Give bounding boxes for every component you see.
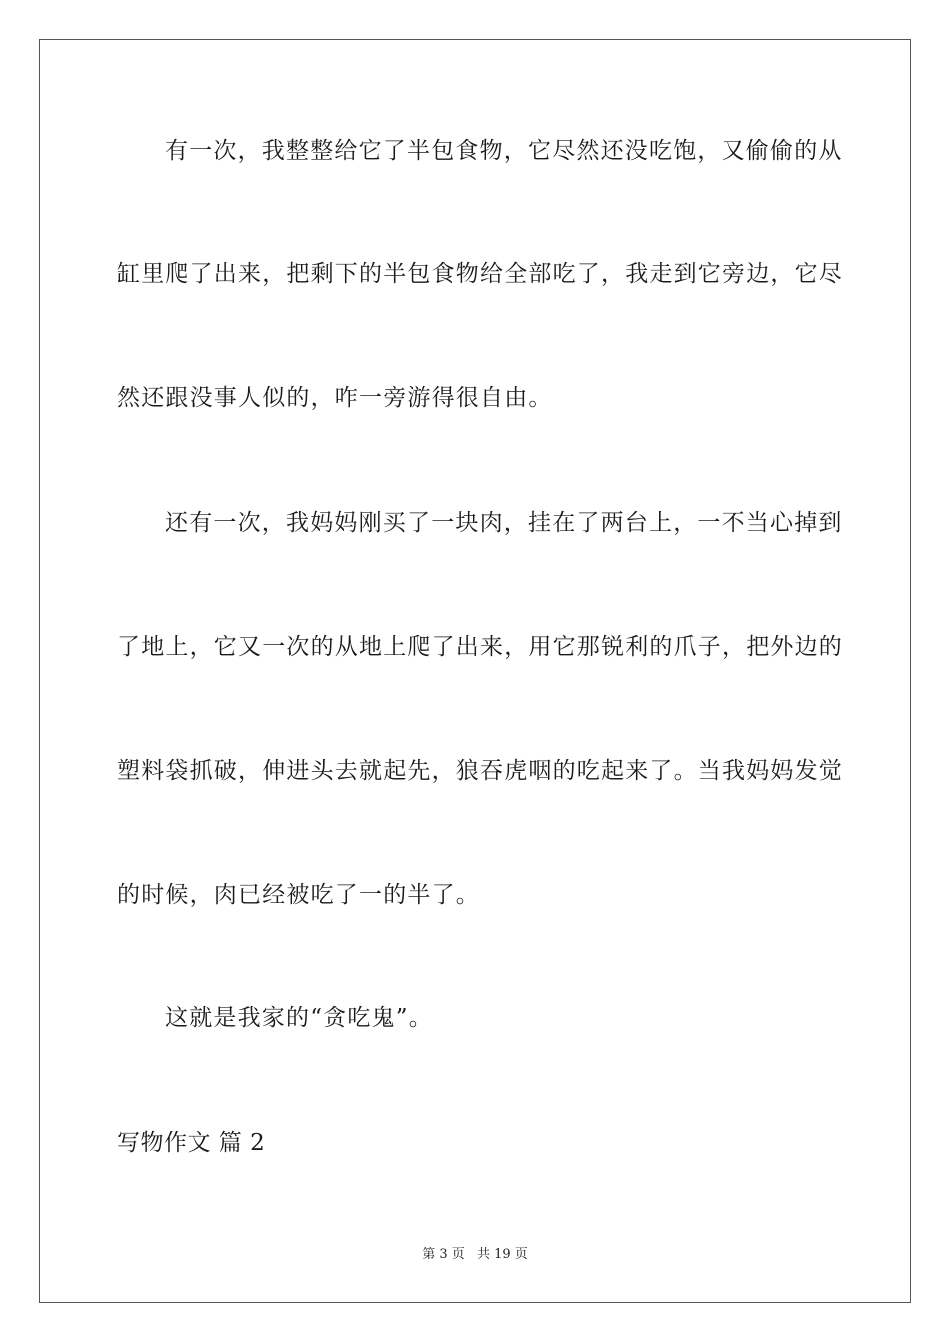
- paragraph-2-line-1: 还有一次，我妈妈刚买了一块肉，挂在了两台上，一不当心掉到: [165, 510, 843, 536]
- page-border: [39, 39, 911, 1303]
- page-number: 第 3 页: [422, 1247, 465, 1262]
- paragraph-2-line-4: 的时候，肉已经被吃了一的半了。: [117, 882, 480, 908]
- paragraph-2-line-2: 了地上，它又一次的从地上爬了出来，用它那锐利的爪子，把外边的: [117, 634, 843, 660]
- page-total: 共 19 页: [476, 1247, 528, 1262]
- paragraph-3-line-1: 这就是我家的“贪吃鬼”。: [165, 1005, 433, 1031]
- paragraph-1-line-3: 然还跟没事人似的，咋一旁游得很自由。: [117, 385, 553, 411]
- paragraph-2-line-3: 塑料袋抓破，伸进头去就起先，狼吞虎咽的吃起来了。当我妈妈发觉: [117, 758, 843, 784]
- paragraph-1-line-1: 有一次，我整整给它了半包食物，它尽然还没吃饱，又偷偷的从: [165, 138, 843, 164]
- section-heading: 写物作文 篇 2: [117, 1130, 266, 1156]
- page-footer: [0, 1246, 950, 1264]
- paragraph-1-line-2: 缸里爬了出来，把剩下的半包食物给全部吃了，我走到它旁边，它尽: [117, 261, 843, 287]
